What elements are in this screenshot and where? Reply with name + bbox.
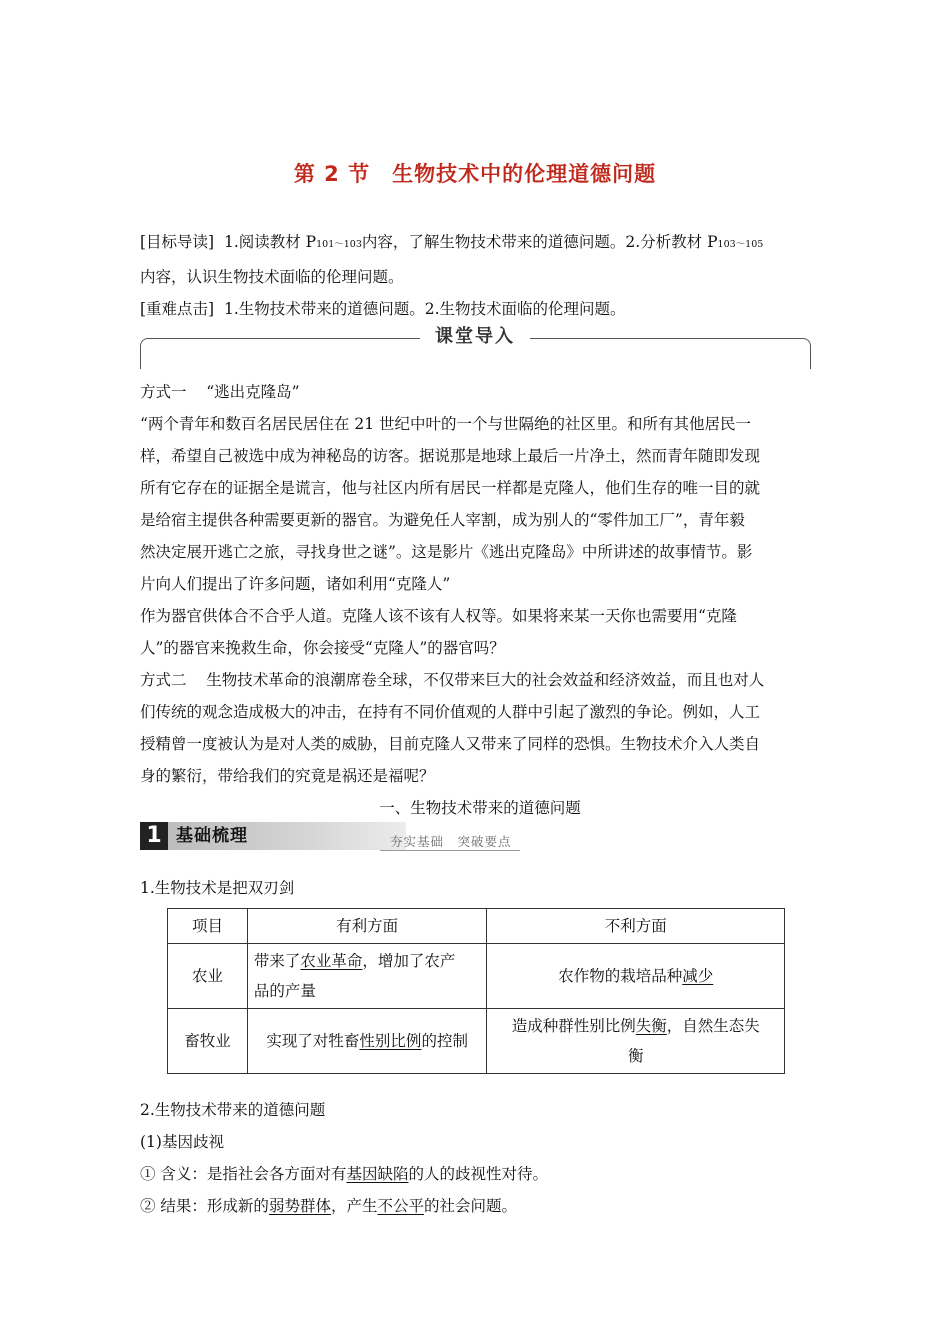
method2-line: 授精曾一度被认为是对人类的威胁，目前克隆人又带来了同样的恐惧。生物技术介入人类自: [140, 735, 761, 753]
table-row: [168, 1009, 785, 1074]
goals-text-2: 内容，了解生物技术带来的道德问题。2.分析教材 P: [361, 233, 718, 251]
goals-text-1: 1.阅读教材 P: [223, 233, 317, 251]
page-title: 第 2 节 生物技术中的伦理道德问题: [293, 162, 657, 186]
result-text: 的社会问题。: [423, 1197, 517, 1215]
goals-text-3: 内容，认识生物技术面临的伦理问题。: [140, 268, 404, 286]
answer-blank: 失衡: [635, 1017, 667, 1035]
method1-line: 人”的器官来挽救生命，你会接受“克隆人”的器官吗？: [140, 639, 505, 657]
method2-first: 生物技术革命的浪潮席卷全球，不仅带来巨大的社会效益和经济效益，而且也对人: [206, 671, 765, 689]
row-con: [487, 1009, 785, 1074]
item2-section: [140, 1094, 820, 1222]
header-pro: 有利方面: [247, 909, 487, 944]
method1-line: 作为器官供体合不合乎人道。克隆人该不该有人权等。如果将来某一天你也需要用“克隆: [140, 607, 737, 625]
banner-subtitle: 夯实基础 突破要点: [390, 834, 512, 849]
banner-text: 基础梳理: [176, 826, 248, 846]
result-text: ，产生: [330, 1197, 378, 1215]
goals-page-range-1: 101～103: [316, 239, 362, 250]
cell-text: 农作物的栽培品种: [558, 967, 683, 985]
method1-line: 所有它存在的证据全是谎言，他与社区内所有居民一样都是克隆人，他们生存的唯一目的就: [140, 479, 761, 497]
answer-blank: 弱势群体: [268, 1197, 331, 1215]
section-header: 课堂导入: [420, 322, 530, 352]
cell-text: 品的产量: [253, 982, 316, 1000]
method1-line: 然决定展开逃亡之旅，寻找身世之谜”。这是影片《逃出克隆岛》中所讲述的故事情节。影: [140, 543, 753, 561]
item2-heading: 2.生物技术带来的道德问题: [140, 1101, 326, 1119]
goals-page-range-2: 103～105: [717, 239, 764, 250]
result-text: ② 结果：形成新的: [140, 1197, 269, 1215]
row-pro: [247, 1009, 487, 1074]
row-item: 畜牧业: [168, 1009, 248, 1074]
answer-blank: 基因缺陷: [346, 1165, 409, 1183]
method1-heading: [140, 376, 820, 408]
method1-label: 方式一: [140, 383, 187, 401]
method2-line: 身的繁衍，带给我们的究竟是祸还是福呢？: [140, 767, 435, 785]
method1-line: “两个青年和数百名居民居住在 21 世纪中叶的一个与世隔绝的社区里。和所有其他居民一: [140, 415, 752, 433]
basics-banner: [140, 822, 520, 852]
answer-blank: 不公平: [377, 1197, 424, 1215]
cell-text: 衡: [627, 1047, 644, 1065]
cell-text: ，自然生态失: [666, 1017, 760, 1035]
method2-first-line: [140, 664, 820, 696]
method2-label: 方式二: [140, 671, 187, 689]
method1-title: “逃出克隆岛”: [206, 383, 300, 401]
banner-number: 1: [140, 822, 168, 850]
item1-heading: 1.生物技术是把双刃剑: [140, 879, 295, 897]
answer-blank: 性别比例: [359, 1032, 422, 1050]
pros-cons-table: [167, 908, 785, 1074]
method1-line: 片向人们提出了许多问题，诸如利用“克隆人”: [140, 575, 451, 593]
definition-text: 的人的歧视性对待。: [408, 1165, 548, 1183]
cell-text: 造成种群性别比例: [511, 1017, 636, 1035]
result-line: [140, 1190, 820, 1222]
row-item: 农业: [168, 944, 248, 1009]
cell-text: 的控制: [421, 1032, 468, 1050]
cell-text: ，增加了农产: [362, 952, 456, 970]
sub1-title: (1)基因歧视: [140, 1133, 224, 1151]
method1-line: 样，希望自己被选中成为神秘岛的访客。据说那是地球上最后一片净土，然而青年随即发现: [140, 447, 761, 465]
key-points-label: [重难点击]: [140, 300, 215, 318]
answer-blank: 农业革命: [300, 952, 363, 970]
method1-line: 是给宿主提供各种需要更新的器官。为避免任人宰割，成为别人的“零件加工厂”，青年毅: [140, 511, 745, 529]
definition-text: ① 含义：是指社会各方面对有: [140, 1165, 347, 1183]
table-header-row: [168, 909, 785, 944]
intro-methods: [140, 376, 820, 824]
banner-rule: [380, 850, 520, 851]
header-item: 项目: [168, 909, 248, 944]
cell-text: 实现了对牲畜: [266, 1032, 360, 1050]
learning-goals: [140, 226, 820, 325]
goals-label: [目标导读]: [140, 233, 215, 251]
answer-blank: 减少: [682, 967, 714, 985]
row-pro: [247, 944, 487, 1009]
part1-heading: 一、生物技术带来的道德问题: [379, 799, 581, 817]
definition-line: [140, 1158, 820, 1190]
key-points-text: 1.生物技术带来的道德问题。2.生物技术面临的伦理问题。: [223, 300, 626, 318]
header-con: 不利方面: [487, 909, 785, 944]
method2-line: 们传统的观念造成极大的冲击，在持有不同价值观的人群中引起了激烈的争论。例如，人工: [140, 703, 761, 721]
table-row: [168, 944, 785, 1009]
row-con: [487, 944, 785, 1009]
cell-text: 带来了: [253, 952, 301, 970]
